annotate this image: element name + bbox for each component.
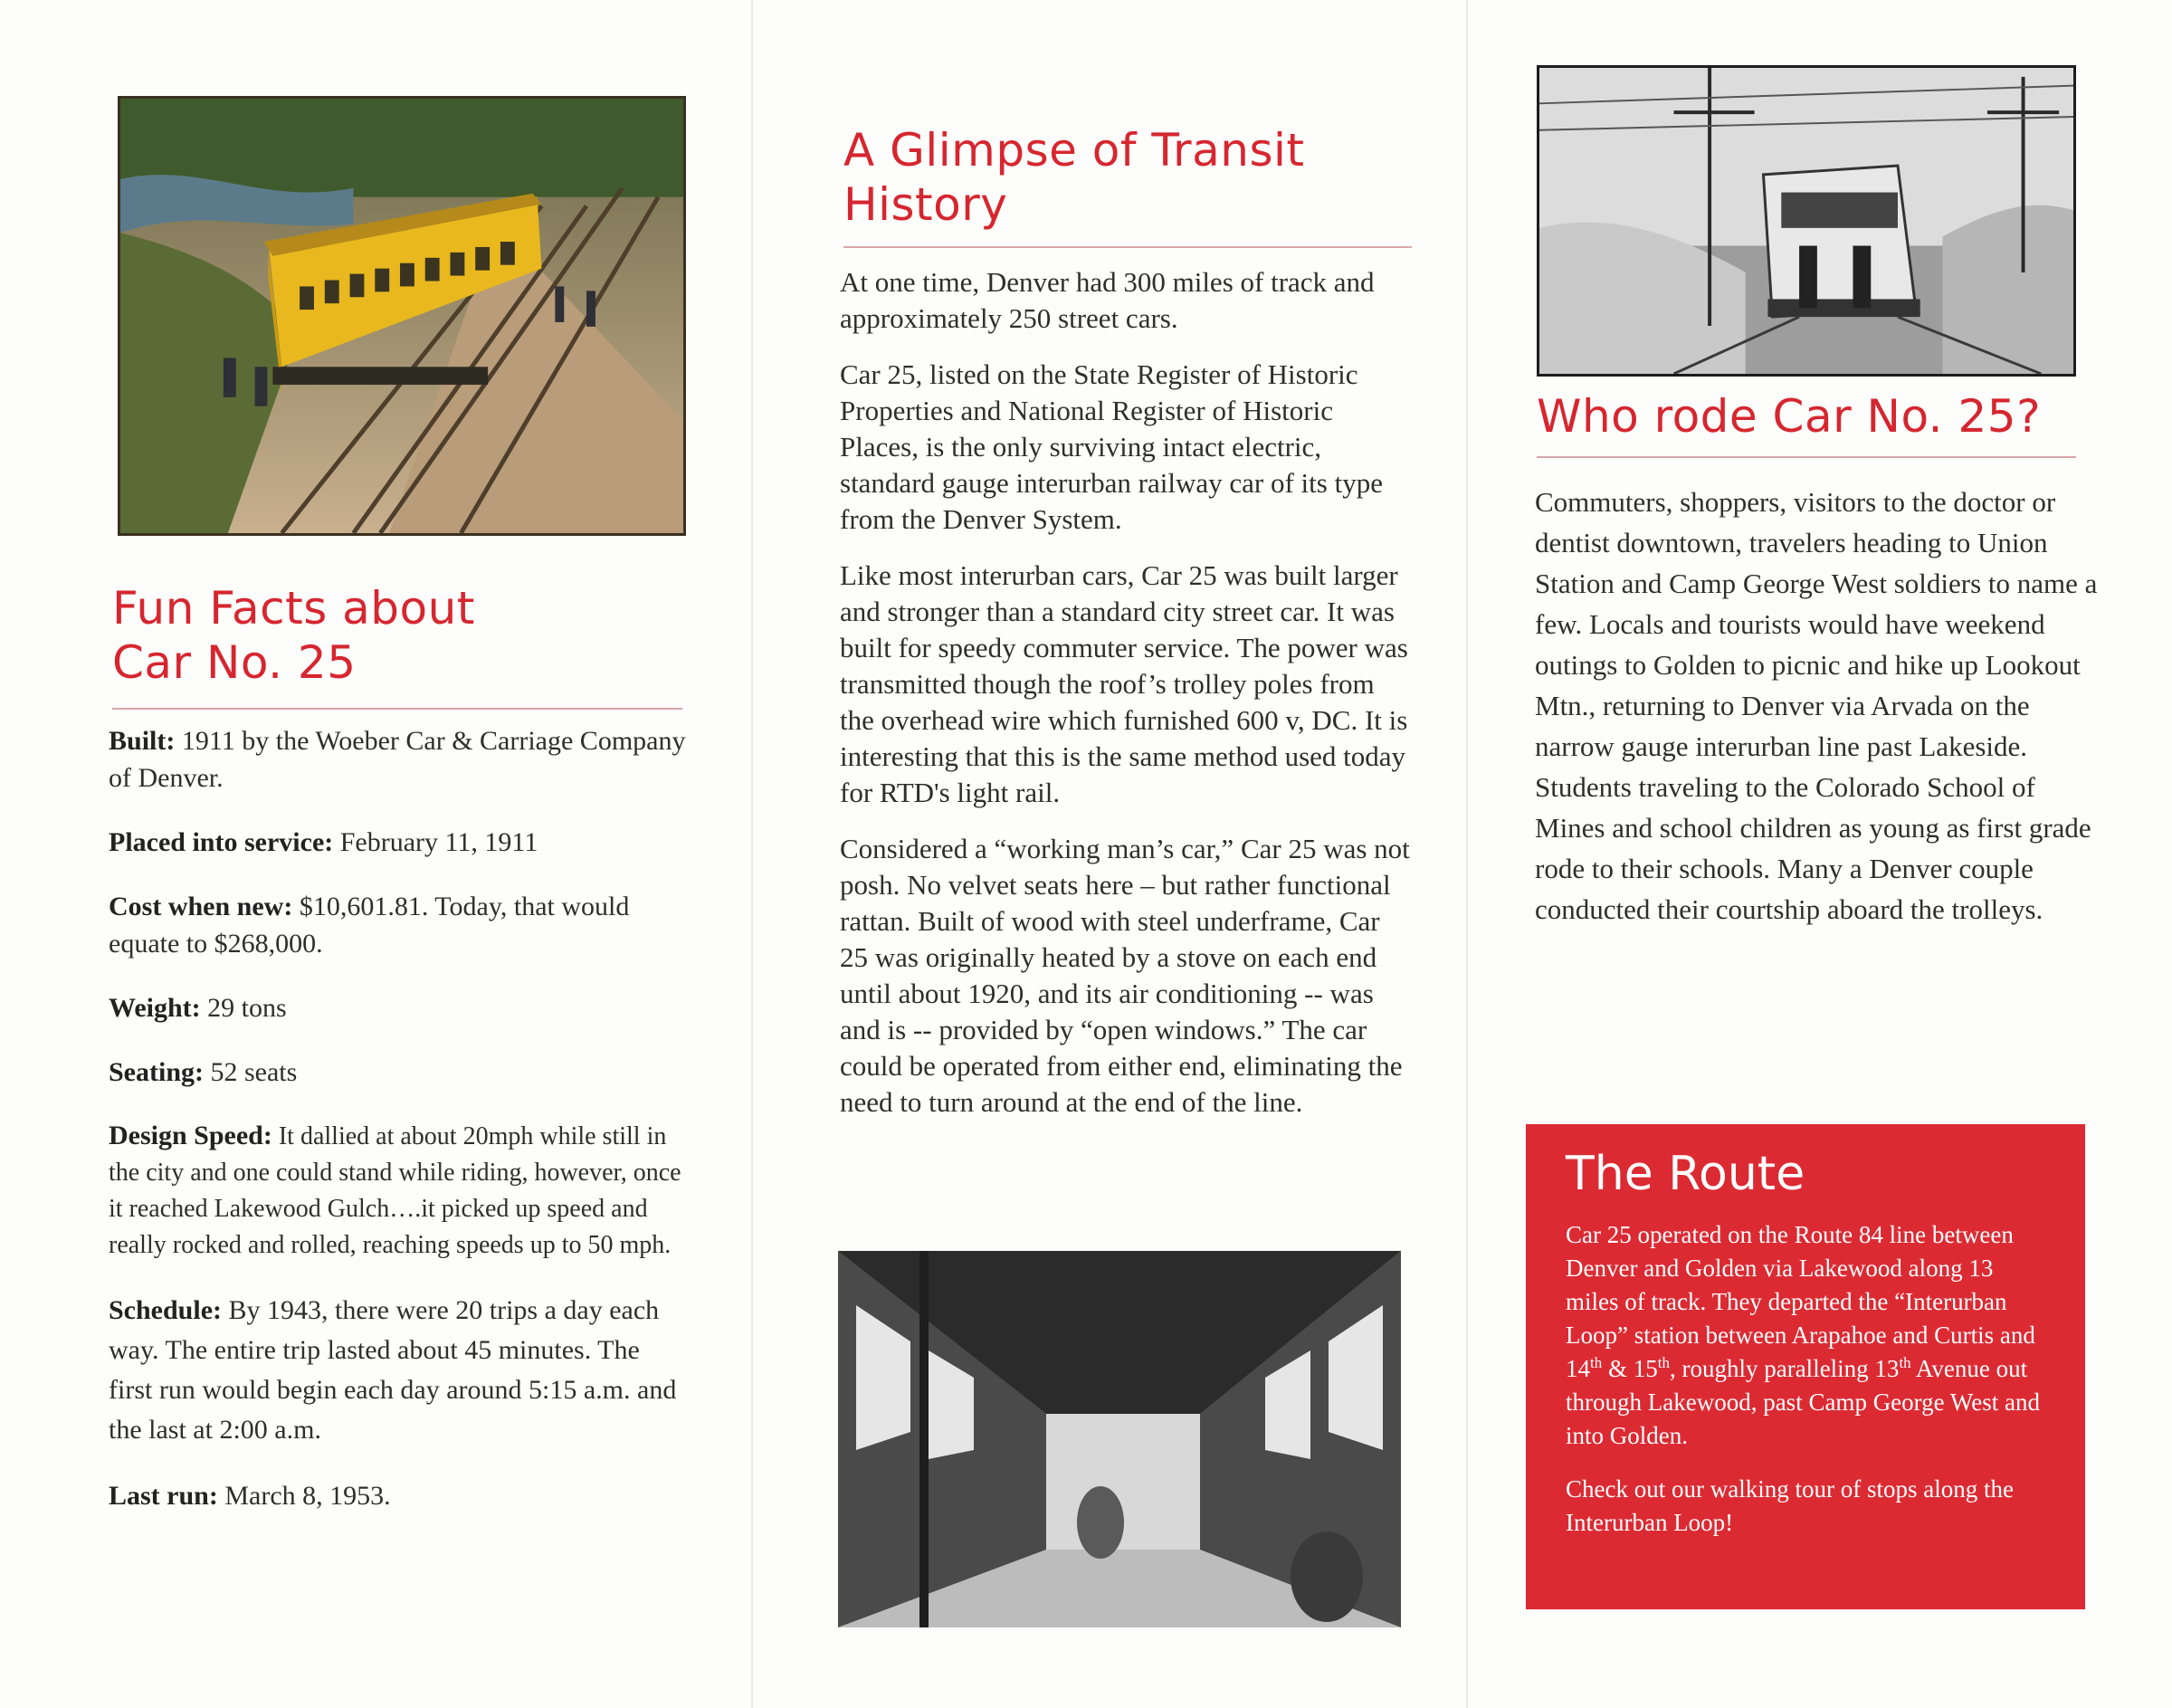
streetcar-interior-image — [838, 1251, 1401, 1627]
route-text: & 15 — [1602, 1355, 1658, 1382]
fact-label: Schedule: — [109, 1295, 223, 1325]
fact-label: Built: — [109, 726, 176, 756]
fact-last-run — [109, 1477, 688, 1514]
fact-design-speed — [109, 1118, 688, 1264]
route-text: Car 25 operated on the Route 84 line between Denver and Golden via Lakewood along 13 miles of track. They departed the “Interurban Loop” station between Arapahoe and Curtis and 14 — [1566, 1221, 2035, 1382]
route-text: , roughly paralleling 13 — [1669, 1355, 1900, 1382]
fun-facts-rule — [112, 708, 682, 710]
route-sup: th — [1590, 1354, 1603, 1371]
streetcar-color-image — [120, 99, 683, 533]
fact-value: It dallied at about 20mph while still in the city and one could stand while riding, however, once it reached Lakewood Gulch….it picked up speed and really rocked and rolled, reaching speeds up to 50 mph. — [109, 1122, 681, 1259]
fact-label: Placed into service: — [109, 827, 334, 857]
left-panel — [0, 0, 751, 1708]
streetcar-interior-photo — [838, 1251, 1401, 1627]
fact-value: 52 seats — [204, 1057, 298, 1087]
fact-label: Last run: — [109, 1481, 218, 1511]
fact-schedule — [109, 1291, 688, 1450]
right-panel — [1466, 0, 2172, 1708]
streetcar-bw-image — [1539, 68, 2073, 374]
fact-label: Cost when new: — [109, 892, 293, 921]
fact-built — [109, 722, 688, 797]
route-box — [1526, 1124, 2085, 1609]
fun-facts-heading-line2: Car No. 25 — [112, 636, 357, 689]
streetcar-bw-photo — [1537, 65, 2076, 377]
history-paragraph: Considered a “working man’s car,” Car 25 was not posh. No velvet seats here – but rather functional rattan. Built of wood with steel underframe, Car 25 was originally heated by a stove on each end until about 1920, and its air conditioning -- was and is -- provided by “open windows.” The car could be operated from either end, eliminating the need to turn around at the end of the line. — [840, 833, 1410, 1118]
route-paragraph — [1566, 1218, 2049, 1453]
transit-history-rule — [843, 246, 1412, 248]
history-paragraph: Car 25, listed on the State Register of Historic Properties and National Register of Historic Places, is the only surviving intact electric, standard gauge interurban railway car of its type from the Denver System. — [840, 358, 1383, 535]
walking-tour-paragraph: Check out our walking tour of stops along the Interurban Loop! — [1566, 1475, 2014, 1536]
fun-facts-heading-line1: Fun Facts about — [112, 582, 475, 635]
transit-history-heading-line1: A Glimpse of Transit — [843, 124, 1305, 177]
transit-history-heading-line2: History — [843, 178, 1008, 231]
fact-label: Design Speed: — [109, 1121, 272, 1150]
fact-seating — [109, 1054, 688, 1091]
fun-facts-list — [109, 722, 688, 1541]
history-paragraph: At one time, Denver had 300 miles of track and approximately 250 street cars. — [840, 266, 1375, 334]
who-rode-paragraph: Commuters, shoppers, visitors to the doctor or dentist downtown, travelers heading to Union Station and Camp George West soldiers to name a few. Locals and tourists would have weekend outings to Golden to picnic and hike up Lookout Mtn., returning to Denver via Arvada on the narrow gauge interurban line past Lakeside. Students traveling to the Colorado School of Mines and school children as young as first grade rode to their schools. Many a Denver couple conducted their courtship aboard the trolleys. — [1535, 486, 2098, 925]
route-text: Avenue out through Lakewood, past Camp George West and into Golden. — [1566, 1355, 2040, 1449]
route-sup: th — [1657, 1354, 1670, 1371]
history-paragraph: Like most interurban cars, Car 25 was built larger and stronger than a standard city street car. It was built for speedy commuter service. The power was transmitted though the roof’s trolley poles from the overhead wire which furnished 600 v, DC. It is interesting that this is the same method used today for RTD's light rail. — [840, 559, 1408, 808]
route-heading: The Route — [1566, 1147, 1805, 1201]
fact-placed-into-service — [109, 824, 688, 861]
fact-cost — [109, 888, 688, 962]
fun-facts-heading — [112, 581, 682, 690]
fact-value: February 11, 1911 — [333, 827, 538, 857]
fact-weight — [109, 989, 688, 1026]
middle-panel — [751, 0, 1466, 1708]
transit-history-text — [840, 264, 1410, 1140]
fact-value: 1911 by the Woeber Car & Carriage Company of Denver. — [109, 726, 686, 793]
fact-value: By 1943, there were 20 trips a day each way. The entire trip lasted about 45 minutes. The first run would begin each day around 5:15 a.m. and the last at 2:00 a.m. — [109, 1295, 677, 1445]
streetcar-84-photo — [118, 96, 686, 536]
fact-label: Weight: — [109, 993, 201, 1023]
fact-value: 29 tons — [200, 993, 287, 1023]
who-rode-heading: Who rode Car No. 25? — [1537, 390, 2042, 443]
transit-history-heading — [843, 123, 1412, 232]
route-sup: th — [1899, 1354, 1911, 1371]
fact-label: Seating: — [109, 1057, 204, 1087]
fact-value: March 8, 1953. — [217, 1481, 391, 1511]
fact-value: $10,601.81. Today, that would equate to $268,000. — [109, 892, 630, 959]
who-rode-rule — [1537, 456, 2076, 458]
